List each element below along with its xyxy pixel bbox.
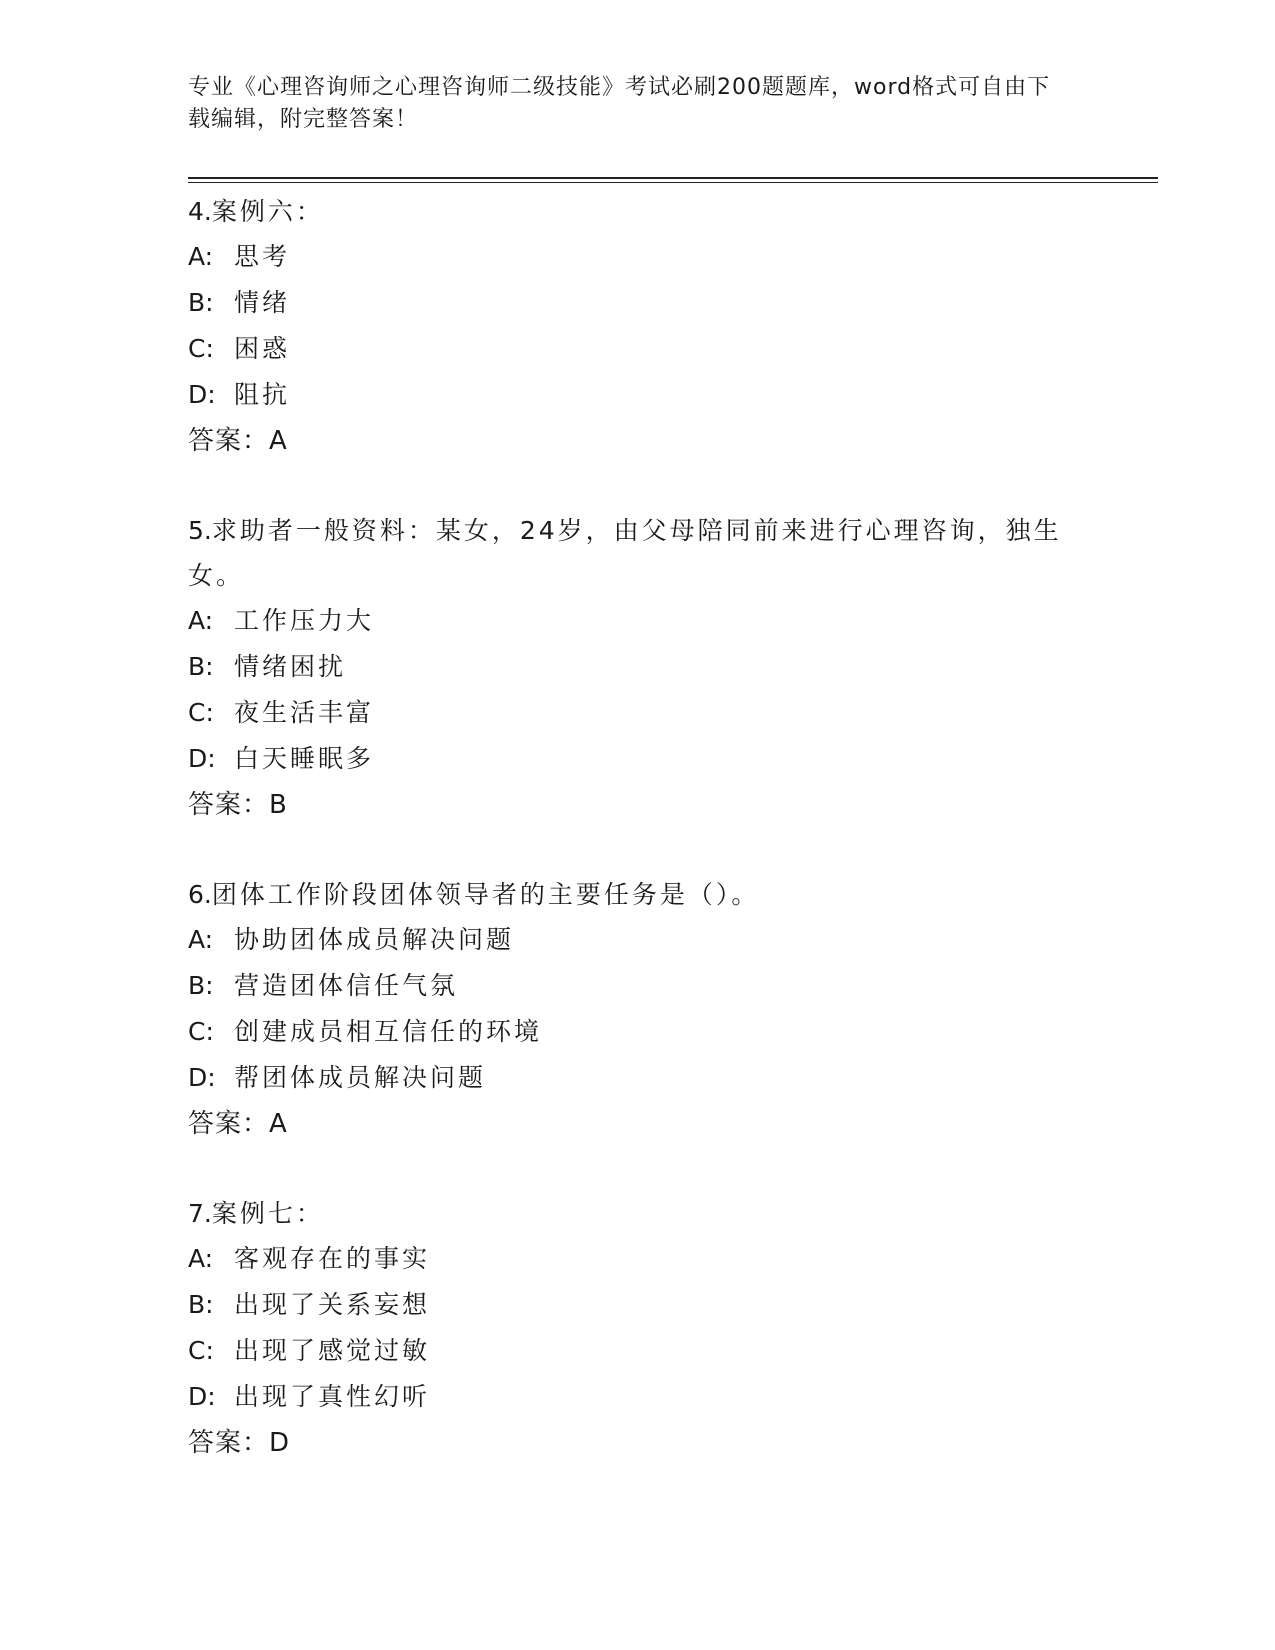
answer-value: A <box>269 1109 287 1139</box>
option-key: C: <box>188 698 214 727</box>
question-title <box>188 189 1088 234</box>
option-c <box>188 690 1088 736</box>
option-c <box>188 1009 1088 1055</box>
option-key: A: <box>188 925 214 954</box>
option-b <box>188 963 1088 1009</box>
option-key: C: <box>188 1336 214 1365</box>
question-text: 案例七： <box>211 1199 324 1228</box>
option-key: A: <box>188 1244 214 1273</box>
option-d <box>188 372 1088 418</box>
option-b <box>188 1282 1088 1328</box>
option-text: 情绪 <box>234 288 291 317</box>
option-d <box>188 736 1088 782</box>
question-number: 6. <box>188 880 212 909</box>
option-text: 客观存在的事实 <box>234 1244 431 1273</box>
question-number: 5. <box>188 516 212 545</box>
option-text: 创建成员相互信任的环境 <box>234 1017 543 1046</box>
answer-value: B <box>269 790 287 820</box>
option-text: 出现了关系妄想 <box>234 1290 431 1319</box>
option-text: 思考 <box>234 242 291 271</box>
option-text: 出现了真性幻听 <box>234 1382 431 1411</box>
question-title <box>188 1191 1088 1236</box>
option-key: A: <box>188 606 214 635</box>
option-text: 协助团体成员解决问题 <box>234 925 515 954</box>
option-key: B: <box>188 971 214 1000</box>
option-key: B: <box>188 288 214 317</box>
answer-value: D <box>269 1428 290 1458</box>
question-text: 求助者一般资料：某女，24岁，由父母陪同前来进行心理咨询，独生女。 <box>188 516 1062 590</box>
option-b <box>188 644 1088 690</box>
question-5 <box>188 508 1088 828</box>
question-list <box>188 189 1088 1510</box>
option-key: B: <box>188 652 214 681</box>
option-a <box>188 598 1088 644</box>
header-divider-thin <box>188 182 1158 183</box>
question-text: 案例六： <box>211 197 324 226</box>
option-key: A: <box>188 242 214 271</box>
document-header: 专业《心理咨询师之心理咨询师二级技能》考试必刷200题题库，word格式可自由下载编辑，附完整答案！ <box>188 75 1051 132</box>
option-text: 情绪困扰 <box>234 652 347 681</box>
answer-value: A <box>269 426 287 456</box>
option-key: D: <box>188 744 216 773</box>
option-d <box>188 1055 1088 1101</box>
answer-line <box>188 782 1088 828</box>
option-a <box>188 1236 1088 1282</box>
answer-label: 答案： <box>188 426 270 456</box>
option-text: 白天睡眠多 <box>234 744 375 773</box>
option-text: 营造团体信任气氛 <box>234 971 459 1000</box>
question-text: 团体工作阶段团体领导者的主要任务是（）。 <box>211 880 760 909</box>
answer-line <box>188 418 1088 464</box>
question-number: 4. <box>188 197 212 226</box>
option-key: D: <box>188 1063 216 1092</box>
option-d <box>188 1374 1088 1420</box>
option-a <box>188 234 1088 280</box>
option-key: C: <box>188 334 214 363</box>
option-a <box>188 917 1088 963</box>
answer-label: 答案： <box>188 790 270 820</box>
answer-label: 答案： <box>188 1109 270 1139</box>
option-key: D: <box>188 380 216 409</box>
header-divider-thick <box>188 177 1158 179</box>
question-title <box>188 508 1088 598</box>
question-title <box>188 872 1088 917</box>
answer-label: 答案： <box>188 1428 270 1458</box>
option-c <box>188 1328 1088 1374</box>
question-number: 7. <box>188 1199 212 1228</box>
option-key: B: <box>188 1290 214 1319</box>
option-b <box>188 280 1088 326</box>
option-text: 困惑 <box>234 334 291 363</box>
option-text: 夜生活丰富 <box>234 698 375 727</box>
question-4 <box>188 189 1088 464</box>
answer-line <box>188 1420 1088 1466</box>
option-key: C: <box>188 1017 214 1046</box>
option-text: 出现了感觉过敏 <box>234 1336 431 1365</box>
answer-line <box>188 1101 1088 1147</box>
question-7 <box>188 1191 1088 1466</box>
question-6 <box>188 872 1088 1147</box>
option-c <box>188 326 1088 372</box>
option-text: 工作压力大 <box>234 606 375 635</box>
option-text: 帮团体成员解决问题 <box>234 1063 487 1092</box>
option-text: 阻抗 <box>234 380 291 409</box>
option-key: D: <box>188 1382 216 1411</box>
